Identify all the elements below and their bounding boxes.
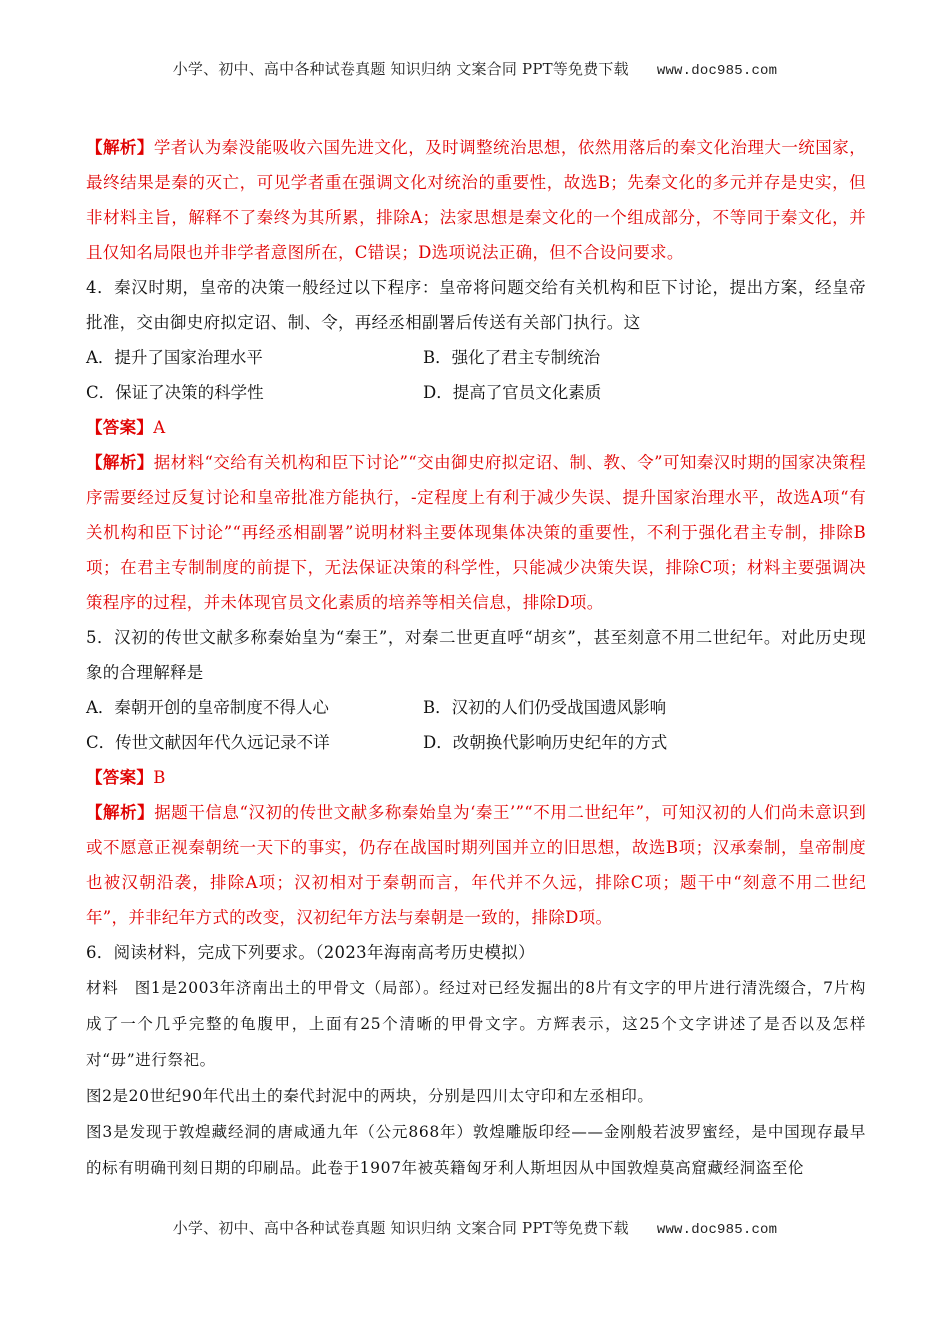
q5-options-row-1 bbox=[86, 690, 866, 725]
header-text: 小学、初中、高中各种试卷真题 知识归纳 文案合同 PPT等免费下载 bbox=[172, 60, 629, 78]
q6-material-1: 材料 图1是2003年济南出土的甲骨文（局部）。经过对已经发掘出的8片有文字的甲片进行清洗缀合，7片构成了一个几乎完整的龟腹甲，上面有25个清晰的甲骨文字。方辉表示，这25个文字讲述了是否以及怎样对“毋”进行祭祀。 bbox=[86, 979, 866, 1069]
q4-options-row-1 bbox=[86, 340, 866, 375]
page-content bbox=[86, 130, 866, 1186]
q4-analysis-text: 据材料“交给有关机构和臣下讨论”“交由御史府拟定诏、制、教、令”可知秦汉时期的国家决策程序需要经过反复讨论和皇帝批准方能执行，-定程度上有利于减少失误、提升国家治理水平，故选A项“有关机构和臣下讨论”“再经丞相副署”说明材料主要体现集体决策的重要性，不利于强化君主专制，排除B项；在君主专制制度的前提下，无法保证决策的科学性，只能减少决策失误，排除C项；材料主要强调决策程序的过程，并未体现官员文化素质的培养等相关信息，排除D项。 bbox=[86, 453, 866, 612]
q3-analysis-label: 【解析】 bbox=[86, 138, 154, 157]
q5-analysis-label: 【解析】 bbox=[86, 803, 155, 822]
q5-option-d: D．改朝换代影响历史纪年的方式 bbox=[423, 733, 668, 752]
q5-option-b: B．汉初的人们仍受战国遗风影响 bbox=[423, 698, 667, 717]
q5-answer-label: 【答案】 bbox=[86, 768, 154, 787]
q5-answer-value: B bbox=[153, 768, 166, 787]
q3-analysis-text: 学者认为秦没能吸收六国先进文化，及时调整统治思想，依然用落后的秦文化治理大一统国家，最终结果是秦的灭亡，可见学者重在强调文化对统治的重要性，故选B；先秦文化的多元并存是史实，但非材料主旨，解释不了秦终为其所累，排除A；法家思想是秦文化的一个组成部分，不等同于秦文化，并且仅知名局限也并非学者意图所在，C错误；D选项说法正确，但不合设问要求。 bbox=[86, 138, 866, 262]
q5-answer bbox=[86, 760, 866, 795]
q4-stem: 4．秦汉时期，皇帝的决策一般经过以下程序：皇帝将问题交给有关机构和臣下讨论，提出方案，经皇帝批准，交由御史府拟定诏、制、令，再经丞相副署后传送有关部门执行。这 bbox=[86, 278, 866, 332]
q4-answer bbox=[86, 410, 866, 445]
q5-analysis-text: 据题干信息“汉初的传世文献多称秦始皇为‘秦王’”“不用二世纪年”，可知汉初的人们尚未意识到或不愿意正视秦朝统一天下的事实，仍存在战国时期列国并立的旧思想，故选B项；汉承秦制，皇帝制度也被汉朝沿袭，排除A项；汉初相对于秦朝而言，年代并不久远，排除C项；题干中“刻意不用二世纪年”，并非纪年方式的改变，汉初纪年方法与秦朝是一致的，排除D项。 bbox=[86, 803, 867, 927]
q6-material-2: 图2是20世纪90年代出土的秦代封泥中的两块，分别是四川太守印和左丞相印。 bbox=[86, 1087, 654, 1105]
q5-stem: 5．汉初的传世文献多称秦始皇为“秦王”，对秦二世更直呼“胡亥”，甚至刻意不用二世纪年。对此历史现象的合理解释是 bbox=[86, 628, 866, 682]
q4-analysis bbox=[86, 445, 866, 620]
q3-analysis bbox=[86, 130, 866, 270]
header-url[interactable]: www.doc985.com bbox=[656, 63, 778, 79]
q4-option-c: C．保证了决策的科学性 bbox=[86, 383, 264, 402]
q4-analysis-label: 【解析】 bbox=[86, 453, 154, 472]
page-footer bbox=[0, 1217, 950, 1238]
q4-option-a: A．提升了国家治理水平 bbox=[86, 348, 263, 367]
q4-option-d: D．提高了官员文化素质 bbox=[423, 383, 602, 402]
q4-options-row-2 bbox=[86, 375, 866, 410]
q5-analysis bbox=[86, 795, 866, 935]
q4-option-b: B．强化了君主专制统治 bbox=[423, 348, 601, 367]
q5-options-row-2 bbox=[86, 725, 866, 760]
q5-option-a: A．秦朝开创的皇帝制度不得人心 bbox=[86, 698, 329, 717]
q4-answer-label: 【答案】 bbox=[86, 418, 154, 437]
q6-material-3: 图3是发现于敦煌藏经洞的唐咸通九年（公元868年）敦煌雕版印经——金刚般若波罗蜜经，是中国现存最早的标有明确刊刻日期的印刷品。此卷于1907年被英籍匈牙利人斯坦因从中国敦煌莫高窟藏经洞盗至伦 bbox=[86, 1123, 866, 1177]
q5-option-c: C．传世文献因年代久远记录不详 bbox=[86, 733, 330, 752]
q6-stem: 6．阅读材料，完成下列要求。（2023年海南高考历史模拟） bbox=[86, 943, 535, 962]
footer-text: 小学、初中、高中各种试卷真题 知识归纳 文案合同 PPT等免费下载 bbox=[172, 1219, 629, 1237]
footer-url[interactable]: www.doc985.com bbox=[656, 1222, 778, 1238]
page-header bbox=[0, 58, 950, 79]
q4-answer-value: A bbox=[153, 418, 166, 437]
